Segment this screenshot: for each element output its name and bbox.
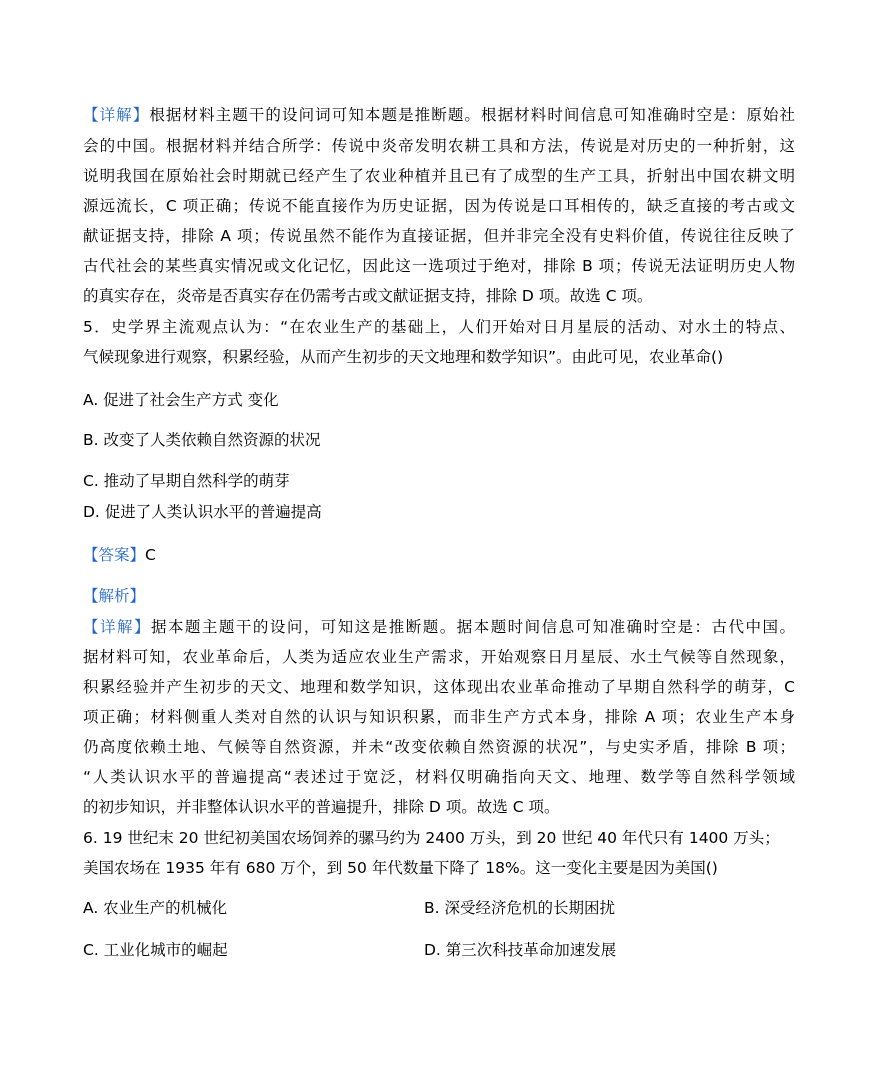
question-5-detail-line-6: “人类认识水平的普遍提高“表述过于宽泛，材料仅明确指向天文、地理、数学等自然科学领域	[83, 768, 795, 786]
detail-text: 据本题主题干的设问，可知这是推断题。据本题时间信息可知准确时空是：古代中国。	[150, 618, 795, 636]
question-5-detail-line-1	[83, 617, 795, 637]
detail-tag: 【详解】	[83, 618, 151, 636]
question-6-stem-line-2: 美国农场在 1935 年有 680 万个，到 50 年代数量下降了 18%。这一变化主要是因为美国()	[83, 859, 718, 877]
detail-1-line-7: 的真实存在，炎帝是否真实存在仍需考古或文献证据支持，排除 D 项。故选 C 项。	[83, 287, 653, 305]
question-6-option-d: D. 第三次科技革命加速发展	[424, 941, 617, 959]
question-5-detail-line-7: 的初步知识，并非整体认识水平的普遍提升，排除 D 项。故选 C 项。	[83, 798, 560, 816]
question-5-option-a: A. 促进了社会生产方式 变化	[83, 391, 279, 409]
detail-1-line-2: 会的中国。根据材料并结合所学：传说中炎帝发明农耕工具和方法，传说是对历史的一种折射，这	[83, 137, 795, 155]
question-5-detail-line-2: 据材料可知，农业革命后，人类为适应农业生产需求，开始观察日月星辰、水土气候等自然现象，	[83, 648, 795, 666]
question-5-detail-line-5: 仍高度依赖土地、气候等自然资源，并未“改变依赖自然资源的状况”，与史实矛盾，排除 B 项；	[83, 738, 795, 756]
question-5-stem-line-2: 气候现象进行观察，积累经验，从而产生初步的天文地理和数学知识”。由此可见，农业革命()	[83, 348, 724, 366]
question-5-answer	[83, 545, 156, 565]
question-6-option-a: A. 农业生产的机械化	[83, 899, 228, 917]
answer-value: C	[145, 546, 156, 564]
answer-tag: 【答案】	[83, 546, 146, 564]
question-6-option-c: C. 工业化城市的崛起	[83, 941, 228, 959]
question-5-detail-line-4: 项正确；材料侧重人类对自然的认识与知识积累，而非生产方式本身，排除 A 项；农业生产本身	[83, 708, 795, 726]
detail-tag: 【详解】	[83, 106, 150, 124]
detail-1-line-1	[83, 105, 795, 125]
question-5-analysis-heading	[83, 586, 145, 606]
analysis-tag: 【解析】	[83, 587, 146, 605]
question-5-option-b: B. 改变了人类依赖自然资源的状况	[83, 431, 321, 449]
detail-text: 根据材料主题干的设问词可知本题是推断题。根据材料时间信息可知准确时空是：原始社	[149, 106, 795, 124]
question-6-option-b: B. 深受经济危机的长期困扰	[424, 899, 615, 917]
detail-1-line-4: 源远流长，C 项正确；传说不能直接作为历史证据，因为传说是口耳相传的，缺乏直接的考古或文	[83, 197, 795, 215]
detail-1-line-5: 献证据支持，排除 A 项；传说虽然不能作为直接证据，但并非完全没有史料价值，传说往往反映了	[83, 227, 795, 245]
question-5-option-c: C. 推动了早期自然科学的萌芽	[83, 472, 290, 490]
question-5-stem-line-1: 5．史学界主流观点认为：“在农业生产的基础上，人们开始对日月星辰的活动、对水土的特点、	[83, 318, 795, 336]
question-6-stem-line-1: 6. 19 世纪末 20 世纪初美国农场饲养的骡马约为 2400 万头，到 20 世纪 40 年代只有 1400 万头；	[83, 829, 780, 847]
detail-1-line-3: 说明我国在原始社会时期就已经产生了农业种植并且已有了成型的生产工具，折射出中国农耕文明	[83, 167, 795, 185]
question-5-detail-line-3: 积累经验并产生初步的天文、地理和数学知识，这体现出农业革命推动了早期自然科学的萌芽，C	[83, 678, 795, 696]
detail-1-line-6: 古代社会的某些真实情况或文化记忆，因此这一选项过于绝对，排除 B 项；传说无法证明历史人物	[83, 257, 795, 275]
question-5-option-d: D. 促进了人类认识水平的普遍提高	[83, 503, 322, 521]
